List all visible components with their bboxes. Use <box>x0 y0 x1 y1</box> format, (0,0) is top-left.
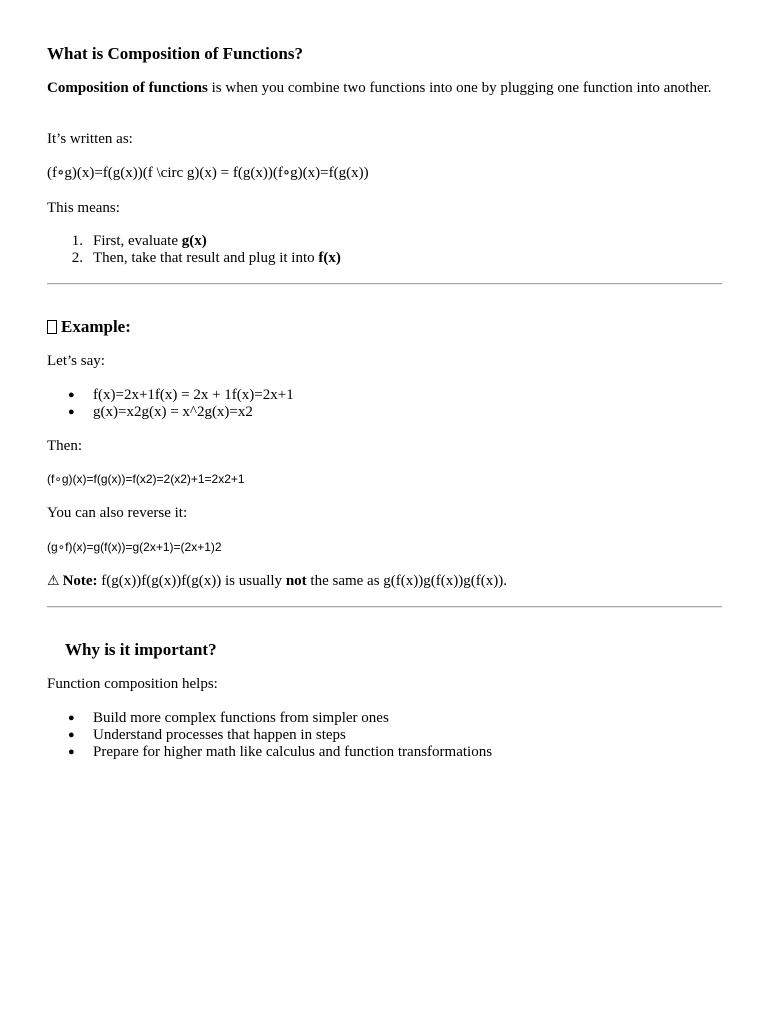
steps-list <box>47 233 341 267</box>
warning-icon: ⚠ <box>47 573 60 589</box>
list-item <box>47 727 492 744</box>
divider <box>47 283 722 285</box>
section-title-composition: What is Composition of Functions? <box>47 44 303 63</box>
reverse-text: You can also reverse it: <box>47 505 188 521</box>
example-title-text: Example: <box>61 317 131 336</box>
box-icon <box>47 320 57 334</box>
composition-formula: (f∘g)(x)=f(g(x))(f \circ g)(x) = f(g(x))(f∘g)(x)=f(g(x)) <box>47 165 369 181</box>
this-means-text: This means: <box>47 200 120 216</box>
step-bold: f(x) <box>318 250 341 266</box>
bullet: ● <box>68 712 75 724</box>
section-title-importance: Why is it important? <box>65 640 217 659</box>
step-number: 2. <box>71 250 83 266</box>
then-text: Then: <box>47 438 82 454</box>
intro-paragraph <box>47 80 722 97</box>
list-item <box>47 744 492 761</box>
bullet: ● <box>68 729 75 741</box>
step-text: Then, take that result and plug it into <box>93 250 319 266</box>
list-item <box>47 233 341 250</box>
definition-text: f(x)=2x+1f(x) = 2x + 1f(x)=2x+1 <box>93 387 294 403</box>
benefit-text: Prepare for higher math like calculus and function transformations <box>93 744 493 760</box>
note-paragraph <box>47 573 722 590</box>
intro-bold-term: Composition of functions <box>47 80 208 96</box>
list-item <box>47 710 492 727</box>
step-bold: g(x) <box>181 233 207 249</box>
note-text: the same as g(f(x))g(f(x))g(f(x)). <box>306 573 507 589</box>
list-item <box>47 387 294 404</box>
step-text: First, evaluate <box>93 233 182 249</box>
formula-fog: (f∘g)(x)=f(g(x))=f(x2)=2(x2)+1=2x2+1 <box>47 472 245 486</box>
note-label: Note: <box>62 573 98 589</box>
step-number: 1. <box>71 233 83 249</box>
lets-say-text: Let’s say: <box>47 353 105 369</box>
benefit-text: Understand processes that happen in steps <box>93 727 346 743</box>
note-text: f(g(x))f(g(x))f(g(x)) is usually <box>97 573 286 589</box>
bullet: ● <box>68 389 75 401</box>
benefit-text: Build more complex functions from simpler ones <box>93 710 389 726</box>
written-as-text: It’s written as: <box>47 131 133 147</box>
bullet: ● <box>68 746 75 758</box>
note-bold: not <box>285 573 307 589</box>
helps-text: Function composition helps: <box>47 676 218 692</box>
benefits-list <box>47 710 492 761</box>
list-item <box>47 250 341 267</box>
formula-gof: (g∘f)(x)=g(f(x))=g(2x+1)=(2x+1)2 <box>47 540 222 554</box>
section-title-example <box>47 317 131 337</box>
definition-text: g(x)=x2g(x) = x^2g(x)=x2 <box>93 404 253 420</box>
bullet: ● <box>68 406 75 418</box>
list-item <box>47 404 294 421</box>
divider <box>47 606 722 608</box>
definitions-list <box>47 387 294 421</box>
intro-text: is when you combine two functions into one by plugging one function into another. <box>207 80 712 96</box>
